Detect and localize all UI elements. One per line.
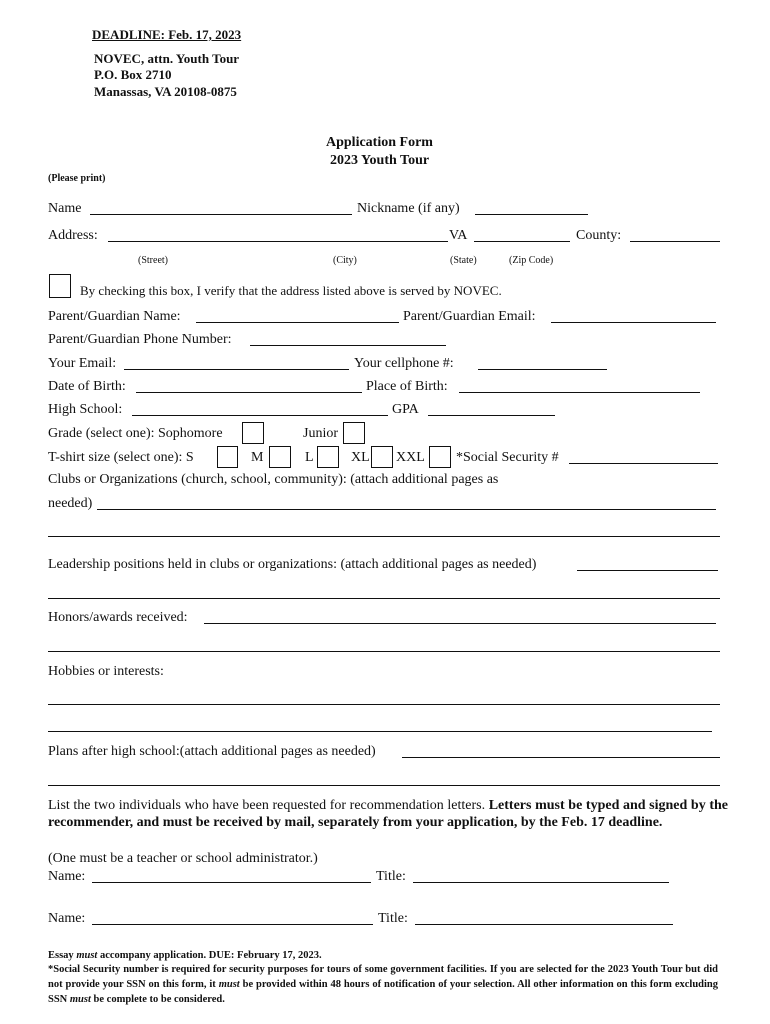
tshirt-label: T-shirt size (select one): S [48, 450, 194, 465]
recommendation-instructions [48, 797, 728, 831]
form-title: Application Form [326, 135, 433, 150]
ssn-note-emphasis-2: must [69, 994, 91, 1005]
recommendation-requirements: Letters must be typed and signed by the recommender, and must be received by mail, separately from your application, by the Feb. 17 deadline. [48, 798, 729, 830]
nickname-label: Nickname (if any) [357, 201, 460, 216]
cellphone-label: Your cellphone #: [354, 356, 454, 371]
essay-note-end: accompany application. DUE: February 17, 2023. [97, 950, 322, 961]
size-l-label: L [305, 450, 314, 465]
ssn-note [48, 962, 718, 1007]
recommendation-intro: List the two individuals who have been requested for recommendation letters. [48, 798, 486, 813]
cellphone-field[interactable] [478, 369, 607, 370]
high-school-label: High School: [48, 402, 123, 417]
recommender-1-title-field[interactable] [413, 882, 669, 883]
size-xl-checkbox[interactable] [371, 446, 393, 468]
sophomore-checkbox[interactable] [242, 422, 264, 444]
junior-checkbox[interactable] [343, 422, 365, 444]
size-xxl-label: XXL [396, 450, 425, 465]
leadership-field[interactable] [577, 570, 718, 571]
ssn-note-emphasis-1: must [218, 979, 240, 990]
plans-label: Plans after high school:(attach additional pages as needed) [48, 744, 376, 759]
recommender-2-name-field[interactable] [92, 924, 373, 925]
verify-address-label: By checking this box, I verify that the address listed above is served by NOVEC. [80, 283, 502, 298]
verify-address-checkbox[interactable] [49, 274, 71, 298]
your-email-label: Your Email: [48, 356, 117, 371]
ssn-note-end: be complete to be considered. [90, 994, 225, 1005]
address-label: Address: [48, 228, 98, 243]
ssn-note-middle: be provided within 48 hours of notification of your selection. All other information on this form excluding SSN [48, 979, 718, 1005]
ssn-label: *Social Security # [456, 450, 559, 465]
ssn-note-start: *Social Security number is required for security purposes for tours of some government facilities. If you are selected for the 2023 Youth Tour but did not provide your SSN on this form, it [48, 964, 718, 990]
address-line-2: P.O. Box 2710 [94, 67, 172, 82]
essay-note-start: Essay [48, 950, 77, 961]
recommendation-note: (One must be a teacher or school administrator.) [48, 851, 318, 866]
parent-email-label: Parent/Guardian Email: [403, 309, 536, 324]
state-va: VA [449, 228, 468, 243]
ssn-field[interactable] [569, 463, 718, 464]
plans-field-2[interactable] [48, 785, 720, 786]
street-hint: (Street) [138, 255, 168, 266]
parent-name-field[interactable] [196, 322, 399, 323]
size-l-checkbox[interactable] [317, 446, 339, 468]
size-s-checkbox[interactable] [217, 446, 238, 468]
recommender-2-name-label: Name: [48, 911, 86, 926]
city-hint: (City) [333, 255, 357, 266]
pob-label: Place of Birth: [366, 379, 448, 394]
junior-label: Junior [303, 426, 338, 441]
recommender-2-title-label: Title: [378, 911, 408, 926]
essay-note-emphasis: must [76, 950, 98, 961]
hobbies-field[interactable] [48, 704, 720, 705]
honors-label: Honors/awards received: [48, 610, 188, 625]
gpa-label: GPA [392, 402, 419, 417]
size-m-checkbox[interactable] [269, 446, 291, 468]
recommender-2-title-field[interactable] [415, 924, 673, 925]
hobbies-field-2[interactable] [48, 731, 712, 732]
honors-field[interactable] [204, 623, 716, 624]
nickname-field[interactable] [475, 214, 588, 215]
address-field[interactable] [108, 241, 448, 242]
dob-label: Date of Birth: [48, 379, 126, 394]
zip-hint: (Zip Code) [509, 255, 554, 266]
pob-field[interactable] [459, 392, 700, 393]
clubs-field[interactable] [97, 509, 716, 510]
leadership-field-2[interactable] [48, 598, 720, 599]
name-field[interactable] [90, 214, 352, 215]
dob-field[interactable] [136, 392, 362, 393]
grade-label: Grade (select one): Sophomore [48, 426, 223, 441]
clubs-label-cont: needed) [48, 496, 93, 511]
county-label: County: [576, 228, 622, 243]
your-email-field[interactable] [124, 369, 349, 370]
form-subtitle: 2023 Youth Tour [330, 153, 430, 168]
size-xl-label: XL [351, 450, 370, 465]
address-line-3: Manassas, VA 20108-0875 [94, 84, 237, 99]
size-xxl-checkbox[interactable] [429, 446, 451, 468]
recommender-1-name-label: Name: [48, 869, 86, 884]
essay-note [48, 948, 718, 963]
honors-field-2[interactable] [48, 651, 720, 652]
clubs-label: Clubs or Organizations (church, school, community): (attach additional pages as [48, 472, 499, 487]
parent-phone-label: Parent/Guardian Phone Number: [48, 332, 232, 347]
plans-field[interactable] [402, 757, 720, 758]
zip-field[interactable] [474, 241, 570, 242]
high-school-field[interactable] [132, 415, 388, 416]
parent-name-label: Parent/Guardian Name: [48, 309, 181, 324]
gpa-field[interactable] [428, 415, 555, 416]
please-print: (Please print) [48, 173, 106, 184]
leadership-label: Leadership positions held in clubs or organizations: (attach additional pages as needed) [48, 557, 537, 572]
parent-phone-field[interactable] [250, 345, 446, 346]
deadline: DEADLINE: Feb. 17, 2023 [92, 27, 242, 42]
state-hint: (State) [450, 255, 477, 266]
hobbies-label: Hobbies or interests: [48, 664, 164, 679]
parent-email-field[interactable] [551, 322, 716, 323]
clubs-field-2[interactable] [48, 536, 720, 537]
name-label: Name [48, 201, 82, 216]
county-field[interactable] [630, 241, 720, 242]
size-m-label: M [251, 450, 264, 465]
recommender-1-name-field[interactable] [92, 882, 371, 883]
recommender-1-title-label: Title: [376, 869, 406, 884]
address-line-1: NOVEC, attn. Youth Tour [94, 51, 240, 66]
